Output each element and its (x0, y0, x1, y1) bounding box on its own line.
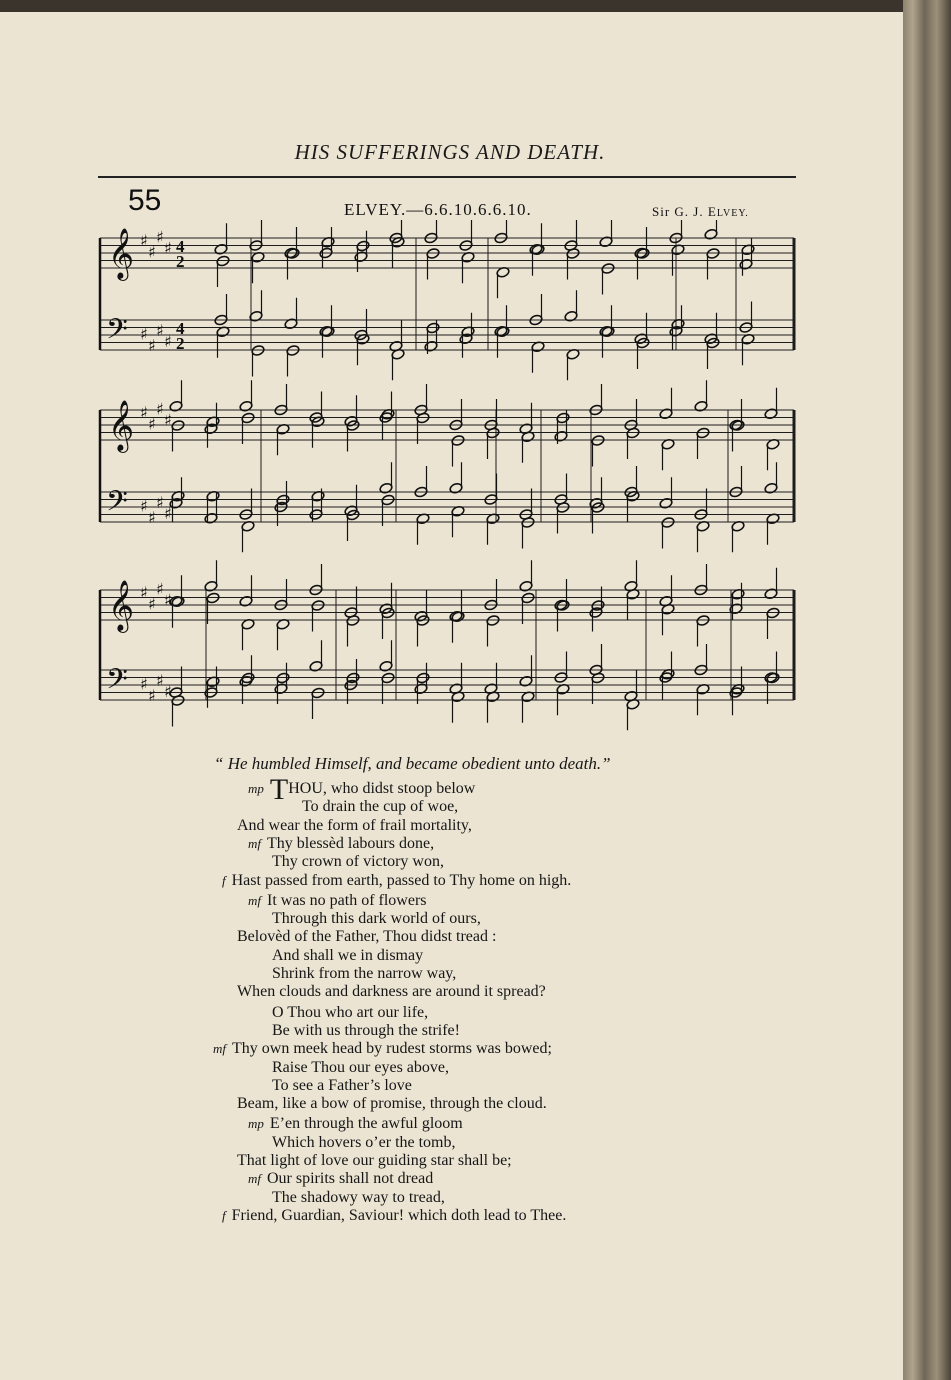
line-text: Thy own meek head by rudest storms was bowed; (232, 1040, 552, 1058)
music-score (96, 220, 798, 740)
hymn-line (248, 1170, 433, 1188)
dynamic-mark: mp (248, 781, 264, 796)
sharp: ♯ (164, 682, 172, 701)
time-signature: 2 (176, 334, 185, 353)
sharp: ♯ (140, 231, 148, 250)
hymn-line (272, 1189, 445, 1207)
line-text: To see a Father’s love (272, 1076, 412, 1094)
dynamic-mark: mf (248, 835, 261, 851)
tune-name: ELVEY.—6.6.10.6.6.10. (344, 200, 532, 219)
sharp: ♯ (164, 504, 172, 523)
line-text: And shall we in dismay (272, 946, 424, 964)
sharp: ♯ (140, 674, 148, 694)
sharp: ♯ (156, 670, 164, 690)
line-text: Friend, Guardian, Saviour! which doth lead to Thee. (231, 1206, 567, 1224)
line-text: Thy crown of victory won, (272, 853, 444, 871)
treble-clef: 𝄞 (108, 228, 135, 279)
sharp: ♯ (148, 594, 156, 614)
header-rule (98, 176, 796, 178)
line-text: THOU, who didst stoop below (269, 773, 476, 806)
sharp: ♯ (140, 583, 148, 602)
line-text: Be with us through the strife! (272, 1021, 460, 1039)
time-signature: 2 (176, 252, 185, 271)
sharp: ♯ (164, 410, 172, 430)
line-text: It was no path of flowers (267, 891, 427, 909)
hymn-line (237, 928, 496, 946)
treble-clef: 𝄞 (108, 400, 135, 451)
sharp: ♯ (140, 496, 148, 516)
dynamic-mark: mf (248, 1171, 261, 1187)
time-signature: 4 (176, 237, 185, 256)
line-text: Hast passed from earth, passed to Thy home on high. (231, 871, 572, 889)
line-text: And wear the form of frail mortality, (237, 816, 472, 834)
hymn-line (222, 1207, 566, 1225)
hymn-line (272, 1077, 412, 1095)
running-head: HIS SUFFERINGS AND DEATH. (294, 140, 606, 164)
line-text: That light of love our guiding star shall be; (237, 1152, 512, 1169)
dynamic-mark: mp (248, 1116, 264, 1132)
sharp: ♯ (140, 324, 148, 344)
line-text: Thy blessèd labours done, (267, 834, 435, 852)
hymn-line (222, 872, 571, 890)
hymn-line (237, 1152, 512, 1170)
hymn-line (248, 1115, 463, 1133)
hymn-line (272, 910, 481, 928)
sharp: ♯ (164, 332, 172, 351)
dynamic-mark: mf (248, 892, 261, 908)
hymn-line (237, 817, 472, 835)
hymn-line (272, 1134, 456, 1152)
epigraph: “ He humbled Himself, and became obedient unto death.” (214, 754, 611, 773)
line-text: Through this dark world of ours, (272, 910, 481, 928)
page-top-edge (0, 0, 951, 12)
book-spine (903, 0, 951, 1380)
sharp: ♯ (148, 335, 156, 355)
hymn-line (302, 798, 458, 816)
hymn-line (272, 947, 423, 965)
bass-clef: 𝄢 (106, 485, 128, 525)
line-text: When clouds and darkness are around it spread? (237, 983, 546, 1001)
bass-clef: 𝄢 (106, 663, 128, 703)
hymn-line (248, 892, 427, 910)
hymn-number: 55 (128, 184, 162, 217)
hymn-line (272, 1022, 460, 1040)
line-text: Our spirits shall not dread (267, 1170, 434, 1188)
sharp: ♯ (156, 492, 164, 512)
sharp: ♯ (140, 403, 148, 422)
dynamic-mark: f (222, 1207, 226, 1223)
sharp: ♯ (156, 320, 164, 340)
line-text: To drain the cup of woe, (302, 798, 459, 816)
sharp: ♯ (148, 685, 156, 705)
sharp: ♯ (164, 590, 172, 610)
treble-clef: 𝄞 (108, 580, 135, 631)
line-text: Belovèd of the Father, Thou didst tread : (237, 928, 497, 946)
bass-clef: 𝄢 (106, 313, 128, 353)
line-text: E’en through the awful gloom (269, 1115, 463, 1133)
line-text: Shrink from the narrow way, (272, 965, 457, 982)
sharp: ♯ (156, 579, 164, 599)
sharp: ♯ (148, 414, 156, 434)
hymn-line (237, 1095, 547, 1113)
line-text: Beam, like a bow of promise, through the cloud. (237, 1095, 547, 1113)
hymn-line (272, 1059, 449, 1077)
hymn-line (272, 1004, 428, 1022)
time-signature: 4 (176, 319, 185, 338)
line-text: O Thou who art our life, (272, 1003, 429, 1021)
dynamic-mark: f (222, 872, 226, 888)
hymn-line (248, 835, 434, 853)
sharp: ♯ (156, 227, 164, 247)
hymn-line (213, 1040, 552, 1058)
composer: Sir G. J. ELVEY. (652, 204, 749, 219)
hymn-line (248, 773, 476, 806)
dynamic-mark: mf (213, 1041, 226, 1057)
sharp: ♯ (148, 507, 156, 527)
line-text: The shadowy way to tread, (272, 1188, 445, 1206)
sharp: ♯ (156, 399, 164, 419)
line-text: Raise Thou our eyes above, (272, 1058, 449, 1076)
line-text: Which hovers o’er the tomb, (272, 1133, 456, 1151)
hymn-line (272, 965, 456, 983)
sharp: ♯ (148, 242, 156, 262)
sharp: ♯ (164, 238, 172, 258)
hymn-line (237, 983, 546, 1001)
hymn-line (272, 853, 444, 871)
